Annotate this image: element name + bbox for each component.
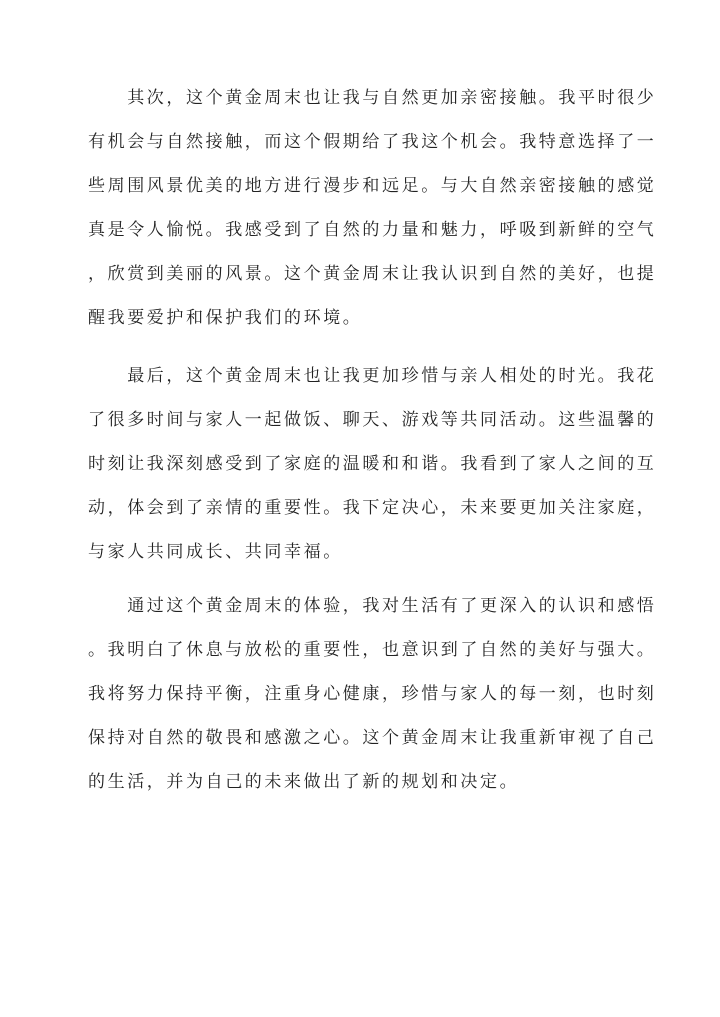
text-line: 其次，这个黄金周末也让我与自然更加亲密接触。我平时很少	[88, 88, 657, 108]
text-line: 的生活，并为自己的未来做出了新的规划和决定。	[88, 772, 520, 792]
text-line: 保持对自然的敬畏和感激之心。这个黄金周末让我重新审视了自己	[88, 728, 657, 748]
text-line: 真是令人愉悦。我感受到了自然的力量和魅力，呼吸到新鲜的空气	[88, 220, 657, 240]
text-line: 通过这个黄金周末的体验，我对生活有了更深入的认识和感悟	[88, 596, 657, 616]
text-line: 与家人共同成长、共同幸福。	[88, 542, 343, 562]
text-line: 醒我要爱护和保护我们的环境。	[88, 308, 363, 328]
paragraph-family	[88, 364, 657, 584]
text-line: 些周围风景优美的地方进行漫步和远足。与大自然亲密接触的感觉	[88, 176, 657, 196]
paragraph-nature	[88, 86, 657, 350]
text-line: ，欣赏到美丽的风景。这个黄金周末让我认识到自然的美好，也提	[88, 264, 657, 284]
text-line: 有机会与自然接触，而这个假期给了我这个机会。我特意选择了一	[88, 132, 657, 152]
text-line: 我将努力保持平衡，注重身心健康，珍惜与家人的每一刻，也时刻	[88, 684, 657, 704]
text-line: 。我明白了休息与放松的重要性，也意识到了自然的美好与强大。	[88, 640, 657, 660]
paragraph-conclusion	[88, 594, 657, 814]
text-line: 动，体会到了亲情的重要性。我下定决心，未来要更加关注家庭，	[88, 498, 657, 518]
text-line: 时刻让我深刻感受到了家庭的温暖和和谐。我看到了家人之间的互	[88, 454, 657, 474]
text-line: 最后，这个黄金周末也让我更加珍惜与亲人相处的时光。我花	[88, 366, 657, 386]
text-line: 了很多时间与家人一起做饭、聊天、游戏等共同活动。这些温馨的	[88, 410, 657, 430]
